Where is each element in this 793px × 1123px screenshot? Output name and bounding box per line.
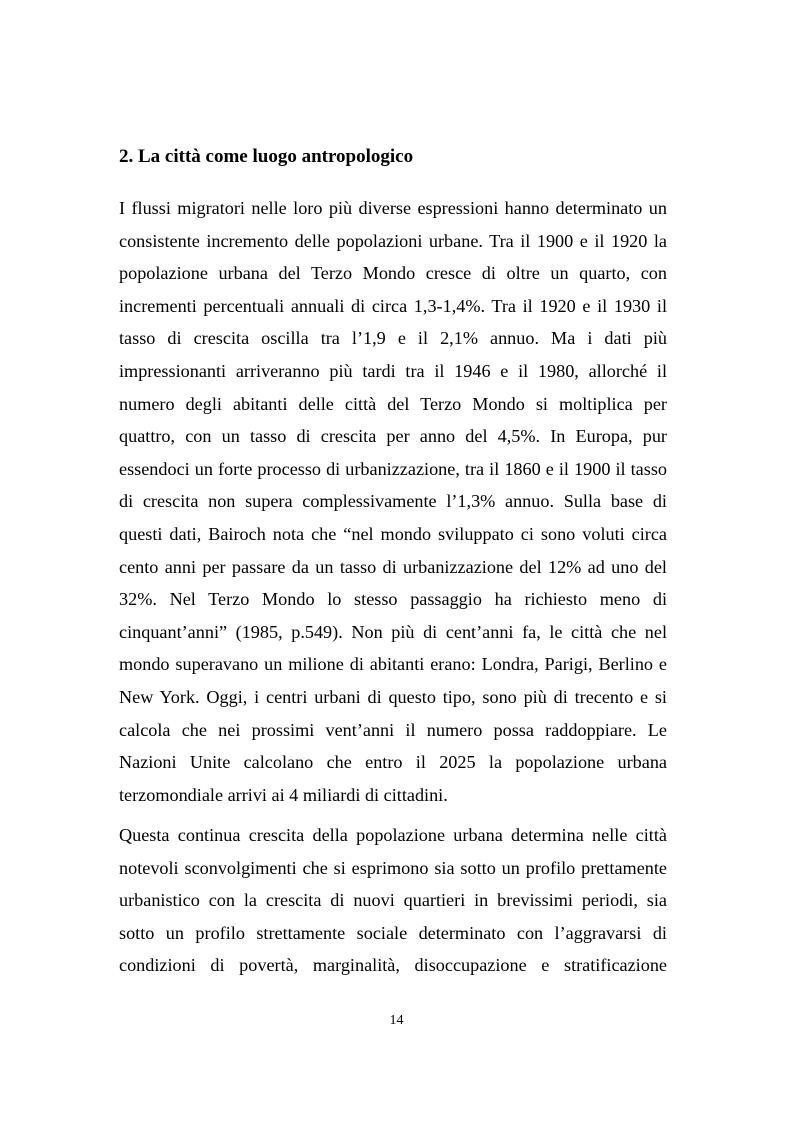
text-line: consistente incremento delle popolazioni urbane. Tra il 1900 e il 1920 la: [119, 230, 667, 251]
text-line: New York. Oggi, i centri urbani di questo tipo, sono più di trecento e si: [119, 686, 667, 707]
text-line: incrementi percentuali annuali di circa 1,3-1,4%. Tra il 1920 e il 1930 il: [119, 295, 667, 316]
text-line: urbanistico con la crescita di nuovi quartieri in brevissimi periodi, sia: [119, 890, 667, 911]
page-number: 14: [389, 1013, 404, 1028]
text-line: impressionanti arriveranno più tardi tra il 1946 e il 1980, allorché il: [119, 360, 667, 381]
text-line: I flussi migratori nelle loro più diverse espressioni hanno determinato un: [119, 198, 667, 218]
text-line: cento anni per passare da un tasso di urbanizzazione del 12% ad uno del: [119, 556, 667, 577]
text-line: Questa continua crescita della popolazione urbana determina nelle città: [119, 825, 667, 845]
text-line: essendoci un forte processo di urbanizzazione, tra il 1860 e il 1900 il tasso: [119, 458, 667, 479]
paragraph-2: [119, 824, 667, 987]
text-line: condizioni di povertà, marginalità, disoccupazione e stratificazione: [119, 955, 667, 976]
text-line: quattro, con un tasso di crescita per anno del 4,5%. In Europa, pur: [119, 426, 667, 447]
paragraph-1: [119, 197, 667, 816]
text-line: terzomondiale arrivi ai 4 miliardi di cittadini.: [119, 784, 448, 805]
text-line: questi dati, Bairoch nota che “nel mondo sviluppato ci sono voluti circa: [119, 523, 667, 544]
text-line: cinquant’anni” (1985, p.549). Non più di cent’anni fa, le città che nel: [119, 621, 667, 642]
section-heading: 2. La città come luogo antropologico: [119, 146, 414, 167]
text-line: Nazioni Unite calcolano che entro il 2025 la popolazione urbana: [119, 752, 667, 773]
text-line: calcola che nei prossimi vent’anni il numero possa raddoppiare. Le: [119, 719, 667, 740]
text-line: tasso di crescita oscilla tra l’1,9 e il 2,1% annuo. Ma i dati più: [119, 328, 667, 349]
text-line: notevoli sconvolgimenti che si esprimono sia sotto un profilo prettamente: [119, 857, 667, 878]
text-line: popolazione urbana del Terzo Mondo cresce di oltre un quarto, con: [119, 263, 667, 284]
text-line: di crescita non supera complessivamente l’1,3% annuo. Sulla base di: [119, 491, 667, 512]
text-line: mondo superavano un milione di abitanti erano: Londra, Parigi, Berlino e: [119, 654, 667, 675]
text-line: numero degli abitanti delle città del Terzo Mondo si moltiplica per: [119, 393, 667, 414]
text-line: sotto un profilo strettamente sociale determinato con l’aggravarsi di: [119, 922, 667, 943]
text-line: 32%. Nel Terzo Mondo lo stesso passaggio ha richiesto meno di: [119, 589, 667, 610]
